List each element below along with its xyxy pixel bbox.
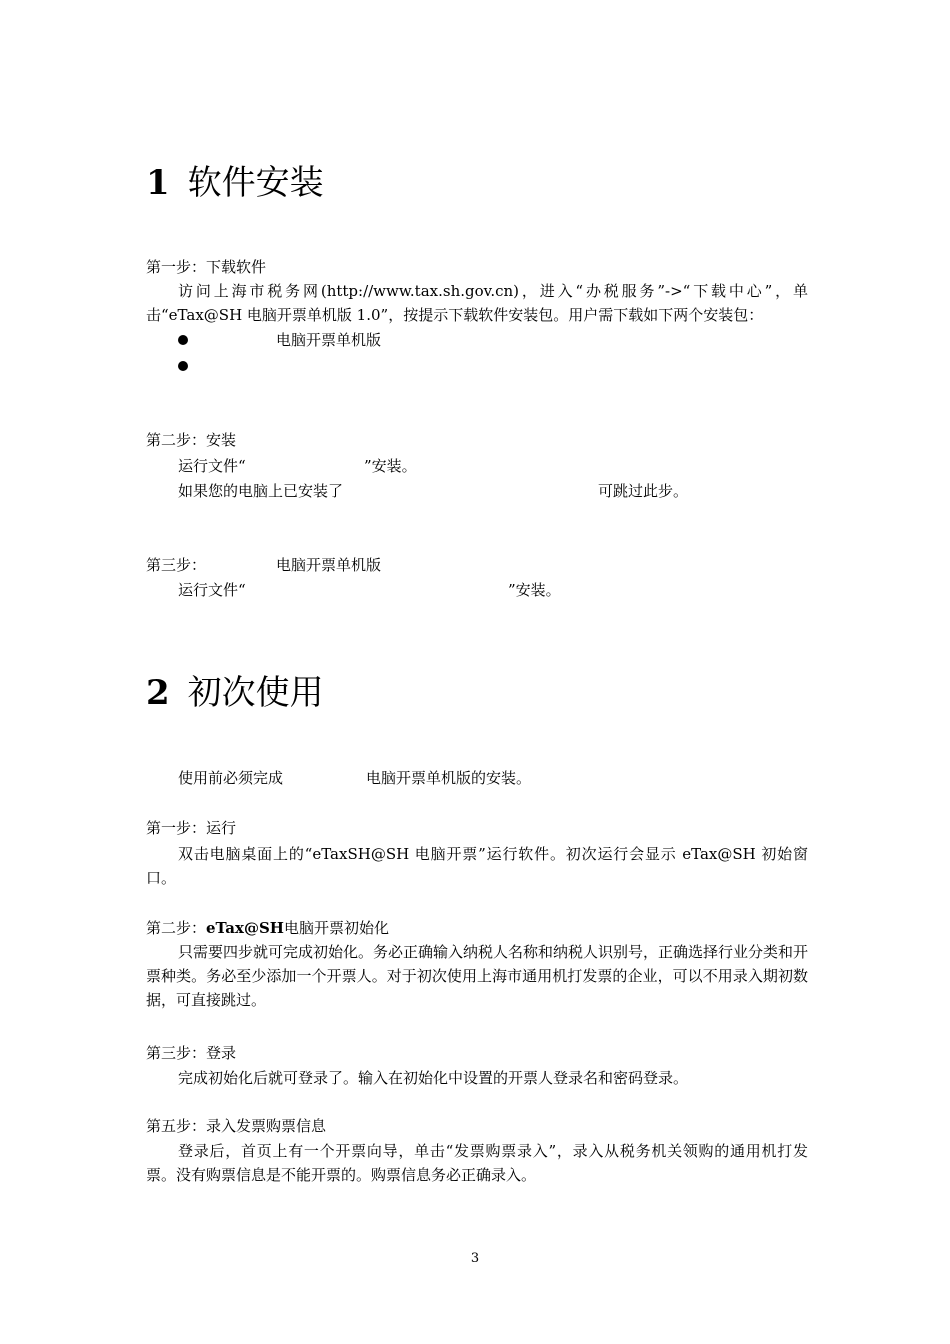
page-number: 3 xyxy=(470,1251,480,1266)
heading-product: eTax@SH xyxy=(206,919,284,937)
install-step3-heading-pre: 第三步： xyxy=(146,556,207,574)
install-step3-line1-post: ”安装。 xyxy=(508,581,561,599)
install-step2-heading: 第二步：安装 xyxy=(146,431,237,449)
install-step3-line1-pre: 运行文件“ xyxy=(178,581,246,599)
section-number: 2 xyxy=(146,673,170,713)
firstuse-step1-paragraph: 双击电脑桌面上的“eTaxSH@SH 电脑开票”运行软件。初次运行会显示 eTax@SH 初始窗口。 xyxy=(146,845,808,887)
firstuse-step3-heading: 第三步：登录 xyxy=(146,1044,237,1062)
section-heading-firstuse xyxy=(146,673,324,713)
firstuse-step5-paragraph: 登录后，首页上有一个开票向导，单击“发票购票录入”，录入从税务机关领购的通用机打发票。没有购票信息是不能开票的。购票信息务必正确录入。 xyxy=(146,1142,808,1184)
bullet-dot xyxy=(178,335,188,345)
firstuse-step1-heading: 第一步：运行 xyxy=(146,819,237,837)
heading-prefix: 第二步： xyxy=(146,919,207,937)
install-step2-line2-pre: 如果您的电脑上已安装了 xyxy=(178,482,344,500)
install-step3-heading-post: 电脑开票单机版 xyxy=(276,556,382,574)
firstuse-intro-post: 电脑开票单机版的安装。 xyxy=(366,769,532,787)
bullet-dot xyxy=(178,361,188,371)
section-heading-install xyxy=(146,163,324,203)
firstuse-step2-heading xyxy=(146,918,389,938)
section-title: 初次使用 xyxy=(187,673,324,713)
heading-suffix: 电脑开票初始化 xyxy=(283,919,389,937)
section-title: 软件安装 xyxy=(187,163,324,203)
firstuse-step2-paragraph: 只需要四步就可完成初始化。务必正确输入纳税人名称和纳税人识别号，正确选择行业分类和开票种类。务必至少添加一个开票人。对于初次使用上海市通用机打发票的企业，可以不用录入期初数据，可直接跳过。 xyxy=(146,943,809,1009)
firstuse-intro-pre: 使用前必须完成 xyxy=(178,769,284,787)
section-number: 1 xyxy=(146,163,170,203)
install-step2-line1-post: ”安装。 xyxy=(364,457,417,475)
firstuse-step5-heading: 第五步：录入发票购票信息 xyxy=(146,1117,327,1135)
install-step1-paragraph: 访问上海市税务网(http://www.tax.sh.gov.cn)，进入“办税服务”->“下载中心”，单击“eTax@SH 电脑开票单机版 1.0”，按提示下载软件安装包。用户需下载如下两个安装包： xyxy=(146,282,808,324)
install-step2-line1-pre: 运行文件“ xyxy=(178,457,246,475)
firstuse-step3-paragraph: 完成初始化后就可登录了。输入在初始化中设置的开票人登录名和密码登录。 xyxy=(178,1069,689,1087)
install-step2-line2-post: 可跳过此步。 xyxy=(598,482,689,500)
bullet-item-1: 电脑开票单机版 xyxy=(276,331,382,349)
install-step1-heading: 第一步：下载软件 xyxy=(146,258,267,276)
